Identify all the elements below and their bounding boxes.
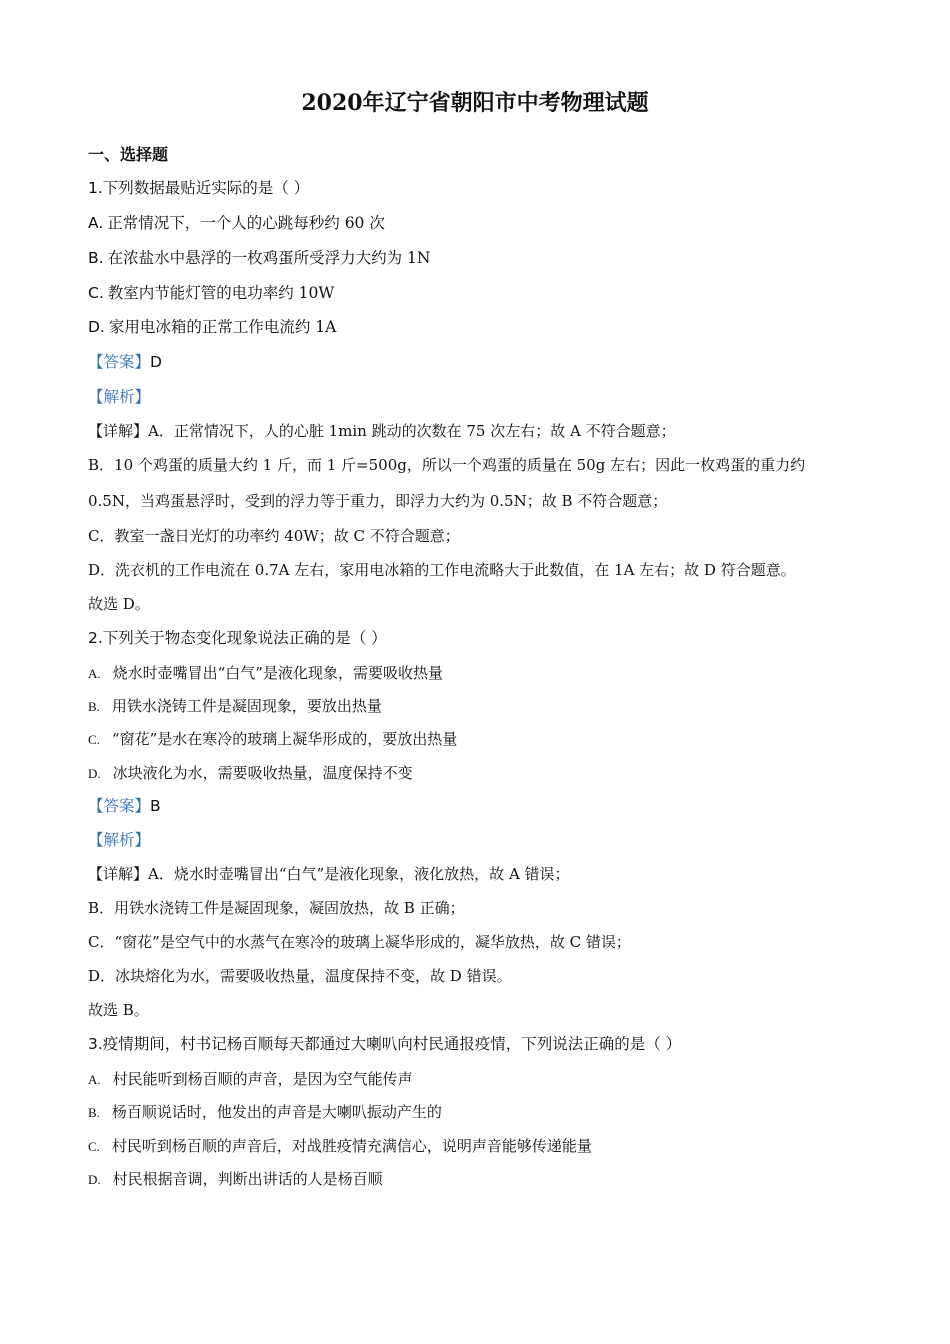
- option-text: 教室内节能灯管的电功率约 10W: [107, 284, 335, 302]
- q1-analysis-tag: [88, 384, 890, 410]
- q2-option-d: [88, 760, 890, 787]
- option-text: 村民听到杨百顺的声音后，对战胜疫情充满信心，说明声音能够传递能量: [111, 1137, 592, 1155]
- detail-tag: 【详解】: [88, 422, 149, 440]
- option-text: 村民根据音调，判断出讲话的人是杨百顺: [112, 1170, 383, 1188]
- answer-tag: 【答案】: [88, 353, 151, 371]
- q2-conclusion: 故选 B。: [88, 1001, 149, 1019]
- page-title: 2020年辽宁省朝阳市中考物理试题: [301, 90, 649, 116]
- answer-tag: 【答案】: [88, 797, 151, 815]
- q2-detail-line: D．冰块熔化为水，需要吸收热量，温度保持不变，故 D 错误。: [88, 967, 512, 985]
- question-number: 3.: [88, 1035, 103, 1053]
- option-letter: D.: [88, 318, 105, 336]
- q2-answer: [88, 793, 890, 819]
- q1-conclusion: 故选 D。: [88, 595, 150, 613]
- q1-option-c: [88, 280, 890, 306]
- question-1-stem: [88, 175, 890, 201]
- q2-option-b: [88, 693, 890, 720]
- q1-detail-line: B．10 个鸡蛋的质量大约 1 斤，而 1 斤=500g，所以一个鸡蛋的质量在 50g 左右；因此一枚鸡蛋的重力约: [88, 456, 806, 474]
- detail-text: A．正常情况下，人的心脏 1min 跳动的次数在 75 次左右；故 A 不符合题意；: [148, 422, 676, 440]
- q3-option-c: [88, 1133, 890, 1160]
- option-letter: B.: [88, 249, 104, 267]
- option-text: 用铁水浇铸工件是凝固现象，要放出热量: [111, 697, 382, 715]
- option-text: “窗花”是水在寒冷的玻璃上凝华形成的，要放出热量: [111, 730, 458, 748]
- option-letter: A.: [88, 1072, 101, 1087]
- analysis-tag: 【解析】: [88, 831, 151, 849]
- option-letter: D.: [88, 766, 101, 781]
- question-text: 下列关于物态变化现象说法正确的是（ ）: [102, 629, 387, 647]
- question-number: 2.: [88, 629, 103, 647]
- option-letter: B.: [88, 1105, 100, 1120]
- q3-option-a: [88, 1066, 890, 1093]
- option-text: 杨百顺说话时，他发出的声音是大喇叭振动产生的: [111, 1103, 442, 1121]
- q3-option-b: [88, 1099, 890, 1126]
- analysis-tag: 【解析】: [88, 388, 151, 406]
- option-text: 家用电冰箱的正常工作电流约 1A: [108, 318, 337, 336]
- option-letter: C.: [88, 732, 100, 747]
- option-letter: C.: [88, 284, 104, 302]
- option-text: 在浓盐水中悬浮的一枚鸡蛋所受浮力大约为 1N: [107, 249, 431, 267]
- detail-text: A．烧水时壶嘴冒出“白气”是液化现象，液化放热，故 A 错误；: [148, 865, 570, 883]
- option-letter: A.: [88, 214, 104, 232]
- option-text: 冰块液化为水，需要吸收热量，温度保持不变: [112, 764, 413, 782]
- detail-tag: 【详解】: [88, 865, 149, 883]
- q2-detail-line: C．“窗花”是空气中的水蒸气在寒冷的玻璃上凝华形成的，凝华放热，故 C 错误；: [88, 933, 631, 951]
- option-letter: A.: [88, 666, 101, 681]
- q2-detail-line: B．用铁水浇铸工件是凝固现象，凝固放热，故 B 正确；: [88, 899, 465, 917]
- question-3-stem: [88, 1031, 890, 1057]
- q1-detail-line: C．教室一盏日光灯的功率约 40W；故 C 不符合题意；: [88, 527, 460, 545]
- q1-detail-line: D．洗衣机的工作电流在 0.7A 左右，家用电冰箱的工作电流略大于此数值，在 1A 左右；故 D 符合题意。: [88, 561, 796, 579]
- question-text: 下列数据最贴近实际的是（ ）: [102, 179, 310, 197]
- answer-value: B: [150, 797, 161, 815]
- q1-detail-line: 0.5N，当鸡蛋悬浮时，受到的浮力等于重力，即浮力大约为 0.5N；故 B 不符合题意；: [88, 492, 668, 510]
- q2-analysis-tag: [88, 827, 890, 853]
- question-text: 疫情期间，村书记杨百顺每天都通过大喇叭向村民通报疫情，下列说法正确的是（ ）: [102, 1035, 682, 1053]
- option-letter: B.: [88, 699, 100, 714]
- section-heading: 一、选择题: [88, 145, 169, 164]
- q1-option-d: [88, 314, 890, 340]
- q3-option-d: [88, 1166, 890, 1193]
- question-2-stem: [88, 625, 890, 651]
- option-text: 烧水时壶嘴冒出“白气”是液化现象，需要吸收热量: [112, 664, 443, 682]
- option-letter: C.: [88, 1139, 100, 1154]
- option-text: 村民能听到杨百顺的声音，是因为空气能传声: [112, 1070, 413, 1088]
- q2-detail-line: [88, 861, 890, 887]
- q1-option-a: [88, 210, 890, 236]
- q2-option-a: [88, 660, 890, 687]
- q1-answer: [88, 349, 890, 375]
- answer-value: D: [150, 353, 162, 371]
- q2-option-c: [88, 726, 890, 753]
- q1-option-b: [88, 245, 890, 271]
- option-letter: D.: [88, 1172, 101, 1187]
- q1-detail-line: [88, 418, 890, 444]
- option-text: 正常情况下，一个人的心跳每秒约 60 次: [107, 214, 385, 232]
- question-number: 1.: [88, 179, 103, 197]
